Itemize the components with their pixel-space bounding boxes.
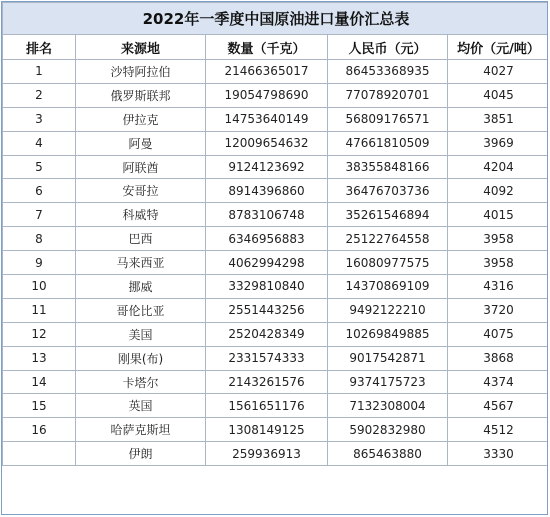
cell-price: 4075: [448, 322, 549, 346]
cell-quantity: 2520428349: [206, 322, 328, 346]
cell-price: 4015: [448, 203, 549, 227]
table-row: [3, 60, 549, 84]
cell-rank: 15: [3, 394, 76, 418]
cell-source: 安哥拉: [76, 179, 206, 203]
cell-source: 俄罗斯联邦: [76, 83, 206, 107]
header-rmb: 人民币（元）: [328, 35, 448, 60]
cell-source: 阿曼: [76, 131, 206, 155]
cell-price: 4027: [448, 60, 549, 84]
cell-rmb: 25122764558: [328, 227, 448, 251]
cell-source: 科威特: [76, 203, 206, 227]
header-source: 来源地: [76, 35, 206, 60]
cell-rmb: 9492122210: [328, 298, 448, 322]
table-row: [3, 298, 549, 322]
cell-rmb: 56809176571: [328, 107, 448, 131]
cell-rank: 9: [3, 251, 76, 275]
cell-quantity: 8783106748: [206, 203, 328, 227]
cell-price: 3868: [448, 346, 549, 370]
cell-rmb: 10269849885: [328, 322, 448, 346]
header-rank: 排名: [3, 35, 76, 60]
cell-price: 4045: [448, 83, 549, 107]
cell-quantity: 259936913: [206, 442, 328, 466]
table-row: [3, 322, 549, 346]
cell-rank: 6: [3, 179, 76, 203]
title-row: [3, 3, 549, 35]
header-row: [3, 35, 549, 60]
cell-rank: 10: [3, 275, 76, 299]
cell-rank: 2: [3, 83, 76, 107]
cell-quantity: 4062994298: [206, 251, 328, 275]
cell-quantity: 21466365017: [206, 60, 328, 84]
cell-source: 伊朗: [76, 442, 206, 466]
cell-price: 3330: [448, 442, 549, 466]
table-row: [3, 275, 549, 299]
table-row: [3, 131, 549, 155]
cell-source: 伊拉克: [76, 107, 206, 131]
cell-rank: 12: [3, 322, 76, 346]
header-quantity: 数量（千克）: [206, 35, 328, 60]
cell-rank: 13: [3, 346, 76, 370]
cell-quantity: 9124123692: [206, 155, 328, 179]
cell-rmb: 47661810509: [328, 131, 448, 155]
table-row: [3, 179, 549, 203]
cell-source: 马来西亚: [76, 251, 206, 275]
header-price: 均价（元/吨）: [448, 35, 549, 60]
cell-source: 哈萨克斯坦: [76, 418, 206, 442]
table-row: [3, 418, 549, 442]
cell-quantity: 1308149125: [206, 418, 328, 442]
table-row: [3, 155, 549, 179]
cell-price: 4316: [448, 275, 549, 299]
cell-quantity: 2143261576: [206, 370, 328, 394]
cell-rmb: 86453368935: [328, 60, 448, 84]
table-row: [3, 227, 549, 251]
cell-rank: 3: [3, 107, 76, 131]
cell-price: 3958: [448, 251, 549, 275]
cell-rank: 4: [3, 131, 76, 155]
table-row: [3, 107, 549, 131]
cell-rmb: 38355848166: [328, 155, 448, 179]
cell-rmb: 5902832980: [328, 418, 448, 442]
cell-price: 4374: [448, 370, 549, 394]
cell-rmb: 9374175723: [328, 370, 448, 394]
cell-rmb: 14370869109: [328, 275, 448, 299]
cell-quantity: 12009654632: [206, 131, 328, 155]
cell-quantity: 2331574333: [206, 346, 328, 370]
cell-price: 3851: [448, 107, 549, 131]
cell-rank: 7: [3, 203, 76, 227]
cell-rmb: 9017542871: [328, 346, 448, 370]
cell-quantity: 1561651176: [206, 394, 328, 418]
cell-source: 刚果(布): [76, 346, 206, 370]
cell-price: 3958: [448, 227, 549, 251]
table-title: 2022年一季度中国原油进口量价汇总表: [3, 3, 549, 35]
cell-price: 3969: [448, 131, 549, 155]
cell-rmb: 77078920701: [328, 83, 448, 107]
cell-price: 4512: [448, 418, 549, 442]
cell-rmb: 865463880: [328, 442, 448, 466]
cell-quantity: 19054798690: [206, 83, 328, 107]
cell-source: 挪威: [76, 275, 206, 299]
cell-rmb: 35261546894: [328, 203, 448, 227]
cell-source: 哥伦比亚: [76, 298, 206, 322]
cell-rank: [3, 442, 76, 466]
cell-quantity: 3329810840: [206, 275, 328, 299]
cell-rmb: 16080977575: [328, 251, 448, 275]
table-row: [3, 83, 549, 107]
table-body: [3, 60, 549, 466]
table-row: [3, 370, 549, 394]
cell-price: 3720: [448, 298, 549, 322]
cell-quantity: 8914396860: [206, 179, 328, 203]
summary-table-frame: [1, 1, 548, 515]
cell-price: 4567: [448, 394, 549, 418]
table-row: [3, 203, 549, 227]
cell-rank: 16: [3, 418, 76, 442]
cell-rank: 5: [3, 155, 76, 179]
cell-quantity: 6346956883: [206, 227, 328, 251]
cell-source: 美国: [76, 322, 206, 346]
table-row: [3, 442, 549, 466]
cell-source: 沙特阿拉伯: [76, 60, 206, 84]
table-row: [3, 394, 549, 418]
cell-source: 巴西: [76, 227, 206, 251]
table-row: [3, 251, 549, 275]
cell-price: 4204: [448, 155, 549, 179]
crude-import-table: [2, 2, 548, 466]
cell-rank: 11: [3, 298, 76, 322]
cell-rank: 8: [3, 227, 76, 251]
cell-rmb: 36476703736: [328, 179, 448, 203]
table-row: [3, 346, 549, 370]
cell-rank: 14: [3, 370, 76, 394]
cell-source: 阿联酋: [76, 155, 206, 179]
cell-price: 4092: [448, 179, 549, 203]
cell-rank: 1: [3, 60, 76, 84]
cell-source: 卡塔尔: [76, 370, 206, 394]
cell-source: 英国: [76, 394, 206, 418]
cell-quantity: 14753640149: [206, 107, 328, 131]
cell-rmb: 7132308004: [328, 394, 448, 418]
cell-quantity: 2551443256: [206, 298, 328, 322]
